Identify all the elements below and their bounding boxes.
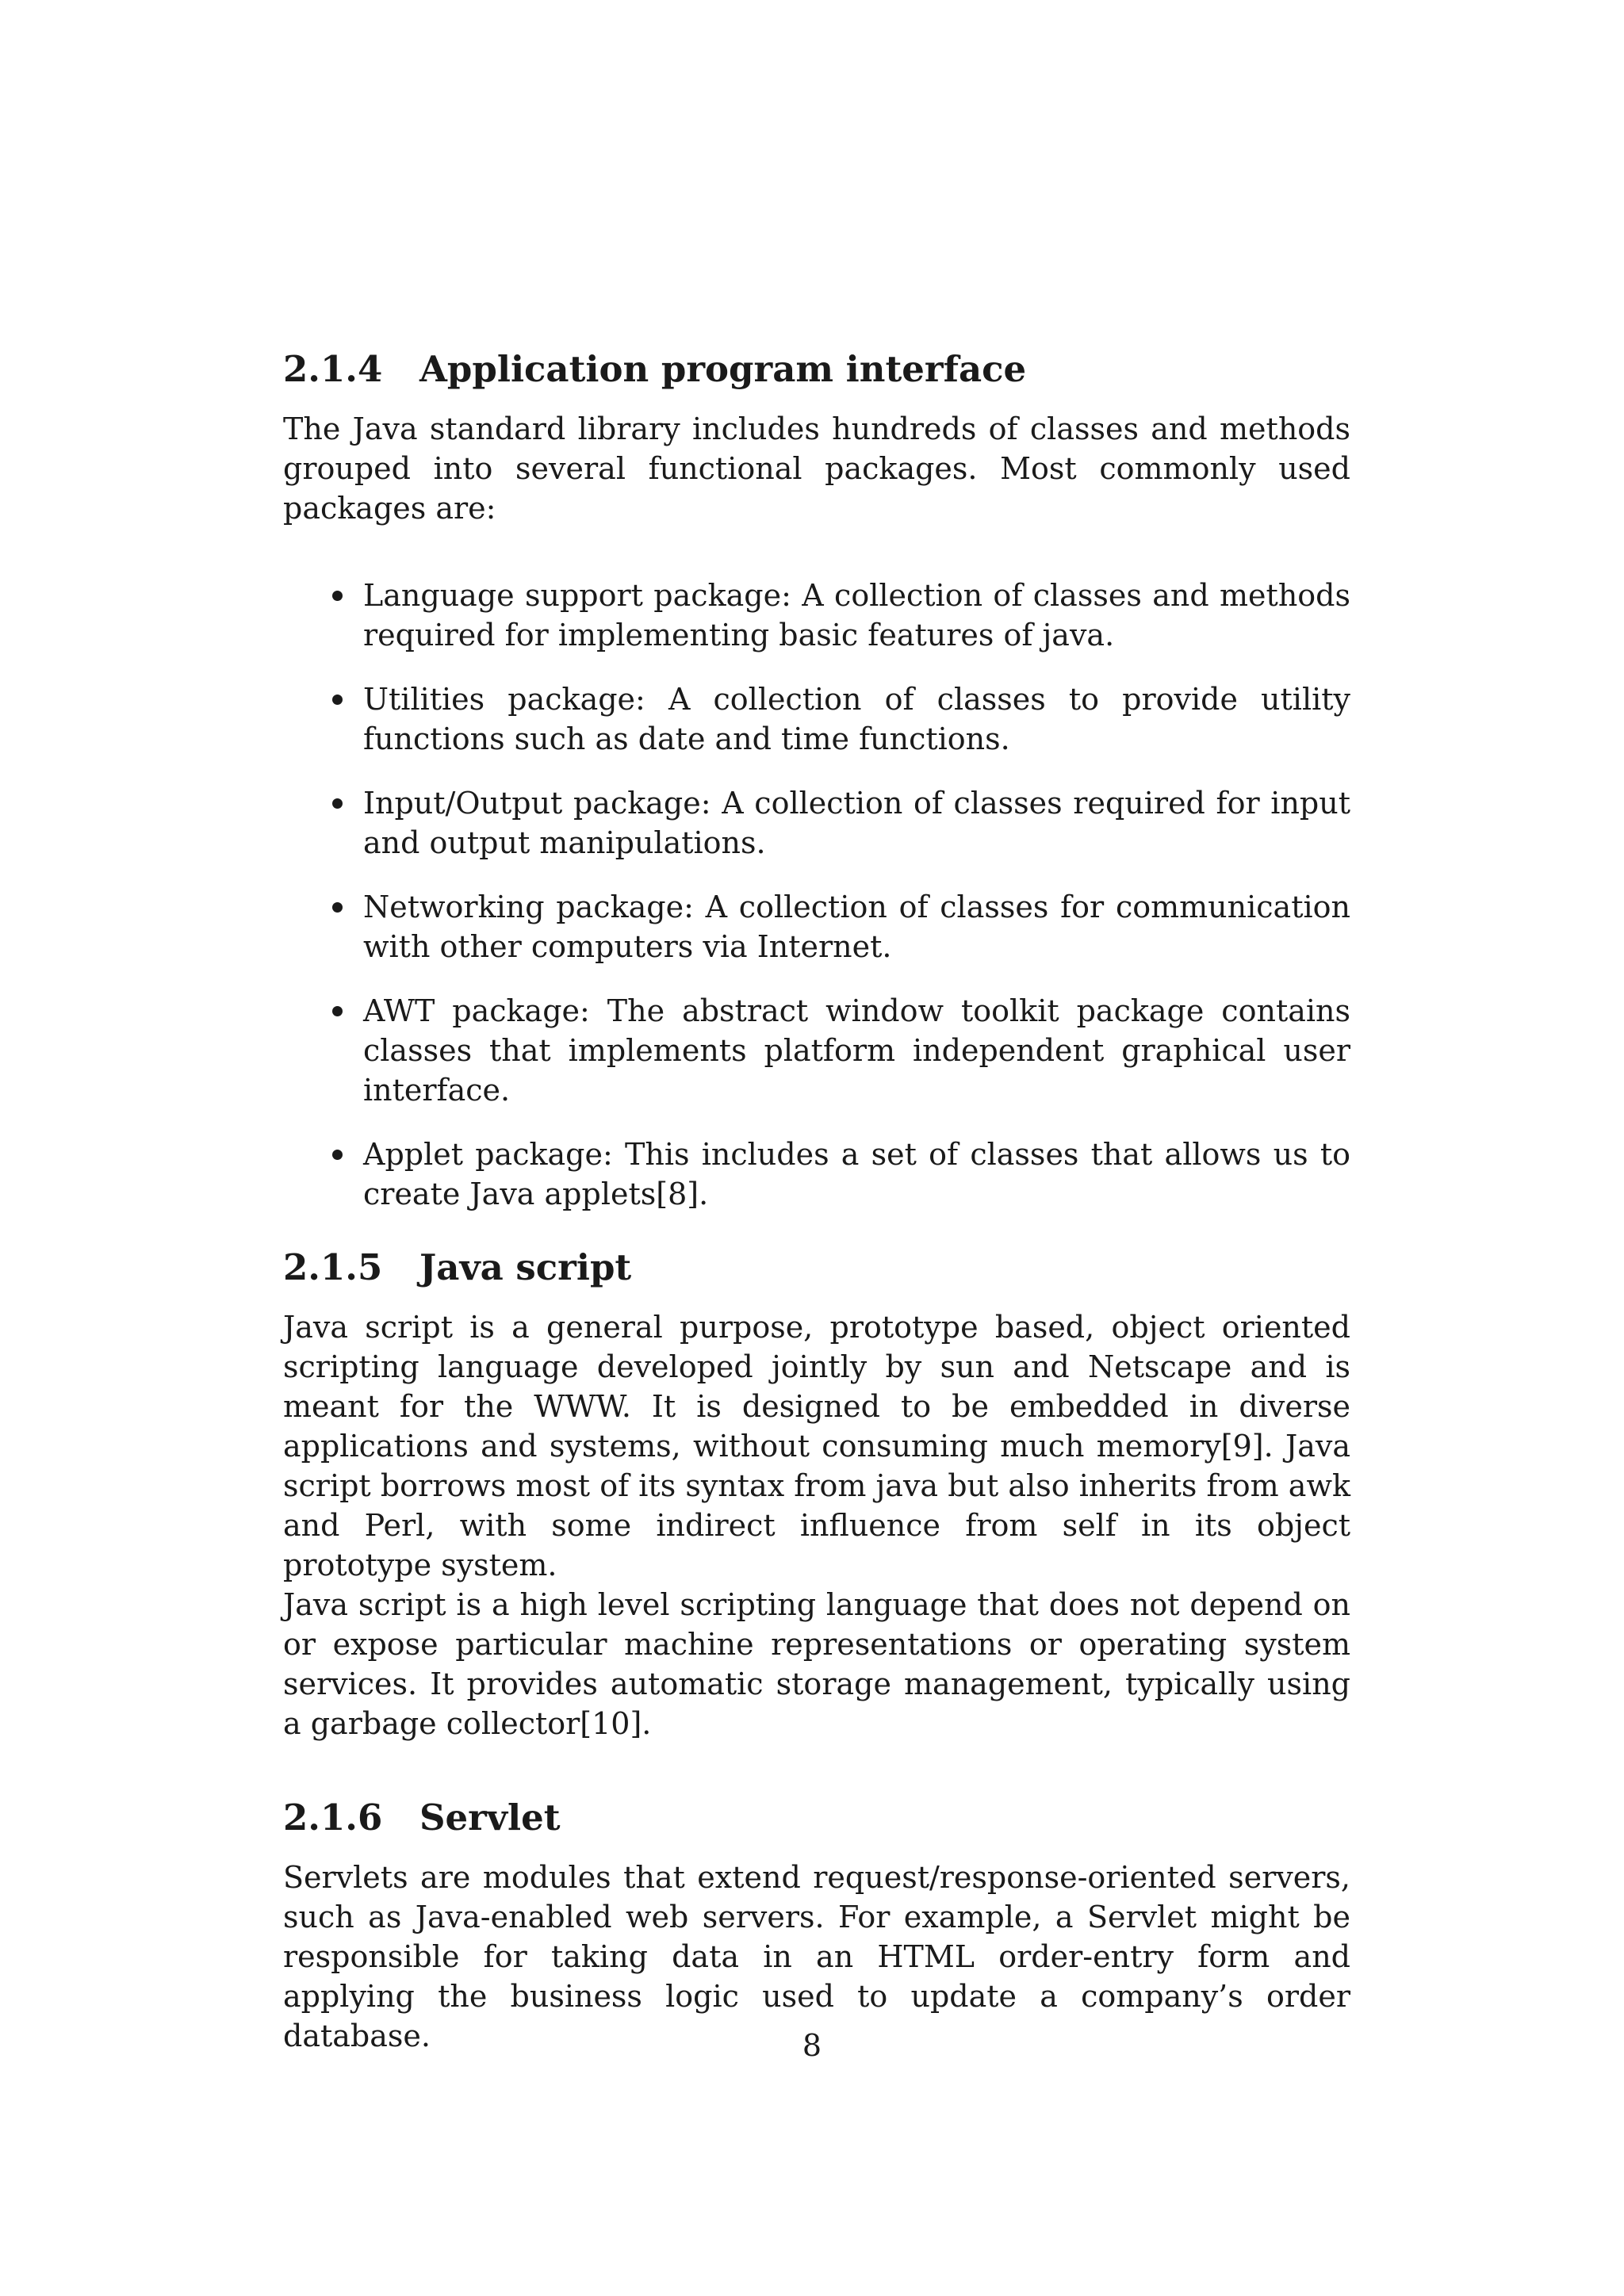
list-item — [283, 991, 1350, 1110]
list-item — [283, 783, 1350, 863]
section-title: Servlet — [419, 1797, 561, 1839]
bullet-icon — [332, 591, 343, 601]
javascript-paragraph — [283, 1307, 1350, 1743]
list-item — [283, 679, 1350, 759]
list-item-text: Networking package: A collection of classes for communication with other computers via Internet. — [363, 890, 1350, 964]
document-page — [283, 347, 1350, 2056]
bullet-icon — [332, 798, 343, 809]
page-number: 8 — [802, 2028, 822, 2063]
section-heading-2-1-4 — [283, 347, 1350, 392]
list-item-text: Language support package: A collection of classes and methods required for implementing basic features of java. — [363, 578, 1350, 652]
list-item — [283, 576, 1350, 655]
bullet-icon — [332, 695, 343, 705]
bullet-icon — [332, 902, 343, 913]
bullet-icon — [332, 1006, 343, 1016]
section-title: Application program interface — [419, 348, 1027, 390]
bullet-icon — [332, 1150, 343, 1160]
list-item-text: AWT package: The abstract window toolkit package contains classes that implements platform independent graphical user interface. — [363, 993, 1350, 1108]
javascript-paragraph-1: Java script is a general purpose, prototype based, object oriented scripting language developed jointly by sun and Netscape and is meant for the WWW. It is designed to be embedded in diverse applications and systems, without consuming much memory[9]. Java script borrows most of its syntax from java but also inherits from awk and Perl, with some indirect influence from self in its object prototype system. — [283, 1310, 1350, 1582]
javascript-paragraph-2: Java script is a high level scripting language that does not depend on or expose particular machine representations or operating system services. It provides automatic storage management, typically using a garbage collector[10]. — [283, 1587, 1350, 1741]
section-heading-2-1-5 — [283, 1246, 1350, 1290]
section-heading-2-1-6 — [283, 1796, 1350, 1840]
section-number: 2.1.4 — [283, 348, 383, 390]
list-item — [283, 1135, 1350, 1214]
list-item-text: Input/Output package: A collection of classes required for input and output manipulations. — [363, 786, 1350, 860]
section-title: Java script — [419, 1246, 632, 1288]
list-item-text: Utilities package: A collection of classes to provide utility functions such as date and time functions. — [363, 682, 1350, 756]
package-list — [283, 576, 1350, 1214]
api-intro-paragraph: The Java standard library includes hundreds of classes and methods grouped into several functional packages. Most commonly used packages are: — [283, 411, 1350, 526]
list-item — [283, 887, 1350, 966]
section-number: 2.1.6 — [283, 1797, 383, 1839]
section-number: 2.1.5 — [283, 1246, 383, 1288]
list-item-text: Applet package: This includes a set of classes that allows us to create Java applets[8]. — [363, 1137, 1350, 1211]
servlet-paragraph: Servlets are modules that extend request/response-oriented servers, such as Java-enabled web servers. For example, a Servlet might be responsible for taking data in an HTML order-entry form and applying the business logic used to update a company’s order database. — [283, 1860, 1350, 2053]
